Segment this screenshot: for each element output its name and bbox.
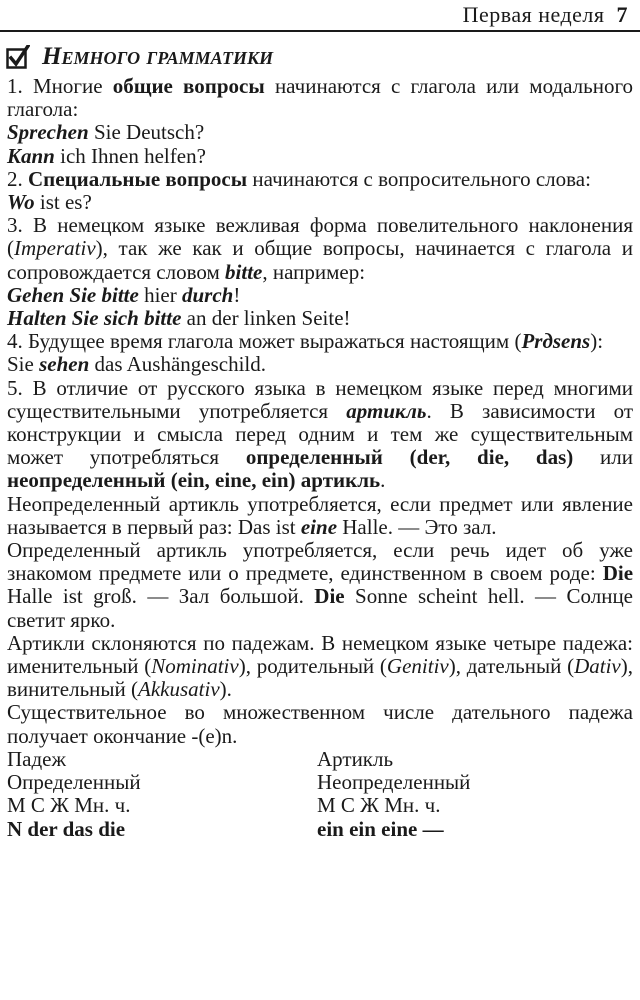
section-title: Немного грамматики [42, 43, 274, 70]
paragraph-6: Неопределенный артикль употребляется, если предмет или явление называется в первый раз: Das ist eine Halle. — Это зал. [7, 491, 633, 539]
term-general-questions: общие вопросы [112, 74, 265, 98]
page-number: 7 [616, 2, 628, 27]
term-special-questions: Специальные вопросы [28, 166, 248, 191]
paragraph-8: Артикли склоняются по падежам. В немецком языке четыре падежа: именительный (Nominativ), родительный (Genitiv), дательный (Dativ), винительный (Akkusativ). [7, 630, 633, 702]
example-5: Halten Sie sich bitte an der linken Seite! [7, 306, 351, 331]
example-4: Gehen Sie bitte hier durch! [7, 282, 241, 307]
paragraph-2: 2. Специальные вопросы начинаются с вопросительного слова: [7, 166, 591, 191]
paragraph-7: Определенный артикль употребляется, если речь идет об уже знакомом предмете или о предмете, единственном в своем роде: Die Halle ist groß. — Зал большой. Die Sonne scheint hell. — Солнце светит ярко. [7, 538, 634, 632]
example-6: Sie sehen das Aushängeschild. [7, 352, 267, 377]
grammar-row-4: N der das die ein ein eine — [7, 816, 444, 841]
paragraph-1: 1. Многие общие вопросы начинаются с глагола или модального глагола: [7, 74, 634, 122]
header-text [463, 2, 628, 28]
example-3: Wo ist es? [7, 190, 92, 215]
example-2: Kann ich Ihnen helfen? [7, 143, 206, 168]
section-heading [6, 40, 273, 74]
paragraph-4: 4. Будущее время глагола может выражаться настоящим (Prдsens): [7, 329, 604, 354]
grammar-row-2: Определенный Неопределенный [7, 770, 471, 795]
grammar-row-3: М С Ж Мн. ч. М С Ж Мн. ч. [7, 793, 441, 818]
example-1: Sprechen Sie Deutsch? [7, 120, 205, 145]
paragraph-5: 5. В отличие от русского языка в немецком языке перед многими существительными употребляется артикль. В зависимости от конструкции и смысла перед одним и тем же существительным может употребляться определенный (der, die, das) или неопределенный (ein, eine, ein) артикль. [7, 375, 634, 493]
running-header [0, 0, 640, 32]
header-title: Первая неделя [462, 2, 605, 27]
grammar-row-1: Падеж Артикль [7, 746, 394, 771]
checkbox-check-icon [6, 45, 30, 69]
paragraph-3: 3. В немецком языке вежливая форма повелительного наклонения (Imperativ), так же как и общие вопросы, начинается с глагола и сопровождается словом bitte, например: [7, 213, 633, 284]
grammar-text [7, 75, 633, 841]
paragraph-9: Существительное во множественном числе дательного падежа получает окончание -(e)n. [7, 700, 633, 748]
